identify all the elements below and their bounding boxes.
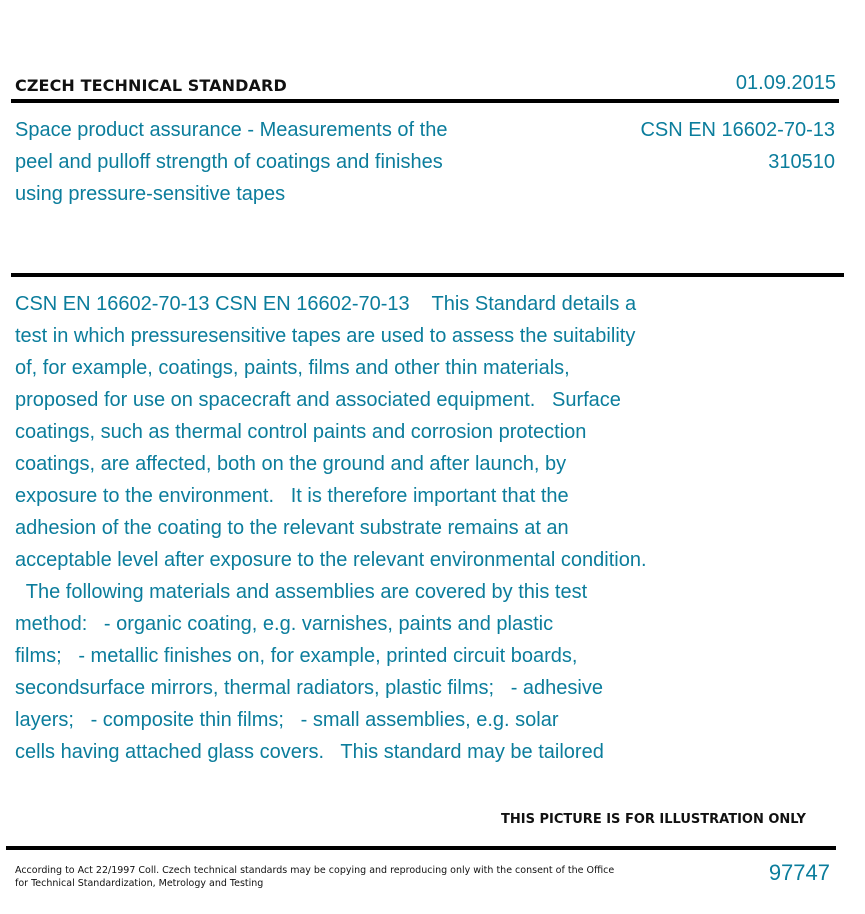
title-divider	[11, 273, 844, 277]
abstract-line: proposed for use on spacecraft and associated equipment. Surface	[15, 389, 621, 411]
publication-date: 01.09.2015	[735, 72, 836, 94]
abstract-line: secondsurface mirrors, thermal radiators, plastic films; - adhesive	[15, 677, 603, 699]
abstract-line: cells having attached glass covers. This standard may be tailored	[15, 741, 604, 763]
abstract-line: test in which pressuresensitive tapes are used to assess the suitability	[15, 325, 636, 347]
classification-number: 310510	[768, 151, 835, 173]
standard-type-label: CZECH TECHNICAL STANDARD	[15, 76, 287, 95]
abstract-line: CSN EN 16602-70-13 CSN EN 16602-70-13 This Standard details a	[15, 293, 637, 315]
standard-abstract	[15, 288, 705, 768]
abstract-line: exposure to the environment. It is therefore important that the	[15, 485, 569, 507]
document-id: 97747	[768, 860, 830, 885]
title-line: peel and pulloff strength of coatings and finishes	[15, 151, 443, 173]
header-divider	[11, 99, 839, 103]
abstract-line: of, for example, coatings, paints, films and other thin materials,	[15, 357, 570, 379]
abstract-line: adhesion of the coating to the relevant substrate remains at an	[15, 517, 569, 539]
abstract-line: coatings, such as thermal control paints and corrosion protection	[15, 421, 587, 443]
legal-notice	[15, 864, 615, 890]
abstract-line: films; - metallic finishes on, for example, printed circuit boards,	[15, 645, 578, 667]
illustration-notice: THIS PICTURE IS FOR ILLUSTRATION ONLY	[501, 812, 806, 827]
title-line: Space product assurance - Measurements of the	[15, 119, 448, 141]
standard-meta	[640, 114, 835, 178]
abstract-line: method: - organic coating, e.g. varnishes, paints and plastic	[15, 613, 554, 635]
abstract-line: acceptable level after exposure to the relevant environmental condition.	[15, 549, 647, 571]
footer-divider	[6, 846, 836, 850]
title-line: using pressure-sensitive tapes	[15, 183, 286, 205]
abstract-line: coatings, are affected, both on the ground and after launch, by	[15, 453, 567, 475]
standard-code: CSN EN 16602-70-13	[640, 119, 835, 141]
legal-line: According to Act 22/1997 Coll. Czech technical standards may be copying and reproducing only with the consent of the Office	[15, 865, 615, 876]
standard-title	[15, 114, 515, 210]
abstract-line: layers; - composite thin films; - small assemblies, e.g. solar	[15, 709, 559, 731]
legal-line: for Technical Standardization, Metrology and Testing	[15, 878, 264, 889]
abstract-line: The following materials and assemblies are covered by this test	[15, 581, 588, 603]
